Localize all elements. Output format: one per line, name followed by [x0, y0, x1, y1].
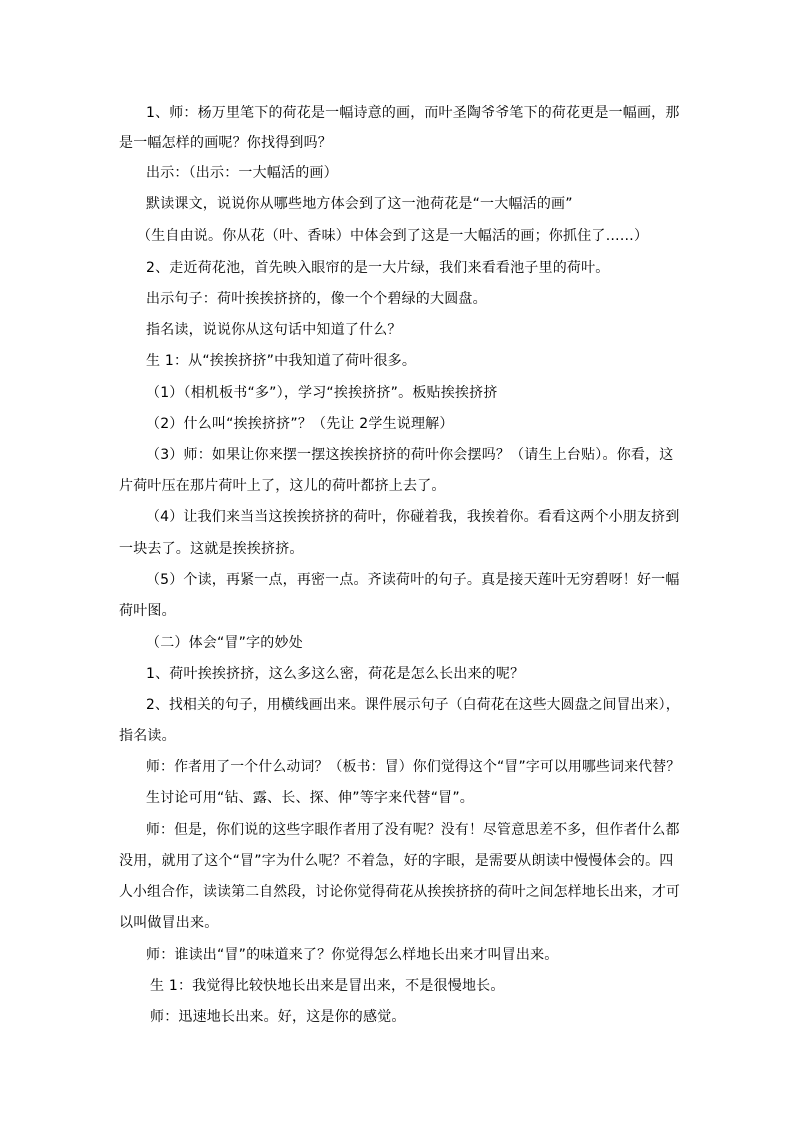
- paragraph-line: 师：谁读出“冒”的味道来了？你觉得怎么样地长出来才叫冒出来。: [146, 947, 559, 963]
- paragraph-line: 片荷叶压在那片荷叶上了，这儿的荷叶都挤上去了。: [119, 478, 446, 494]
- paragraph-line: （4）让我们来当当这挨挨挤挤的荷叶，你碰着我，我挨着你。看看这两个小朋友挤到: [146, 509, 680, 525]
- paragraph-line: （5）个读，再紧一点，再密一点。齐读荷叶的句子。真是接天莲叶无穷碧呀！好一幅: [146, 572, 680, 588]
- paragraph-line: 生 1：从“挨挨挤挤”中我知道了荷叶很多。: [146, 353, 417, 369]
- paragraph-line: 人小组合作，读读第二自然段，讨论你觉得荷花从挨挨挤挤的荷叶之间怎样地长出来，才可: [119, 884, 681, 900]
- paragraph-line: 荷叶图。: [119, 603, 176, 619]
- paragraph-line: （生自由说。你从花（叶、香味）中体会到了这是一大幅活的画；你抓住了……）: [137, 228, 649, 244]
- paragraph-line: 没用，就用了这个“冒”字为什么呢？不着急，好的字眼，是需要从朗读中慢慢体会的。四: [119, 853, 674, 869]
- paragraph-line: 师：但是，你们说的这些字眼作者用了没有呢？没有！尽管意思差不多，但作者什么都: [146, 822, 680, 838]
- section-heading: （二）体会“冒”字的妙处: [146, 635, 303, 651]
- paragraph-line: （1）（相机板书“多”），学习“挨挨挤挤”。板贴挨挨挤挤: [146, 385, 498, 401]
- paragraph-line: 指名读，说说你从这句话中知道了什么？: [146, 322, 402, 338]
- paragraph-line: （3）师：如果让你来摆一摆这挨挨挤挤的荷叶你会摆吗？（请生上台贴）。你看，这: [146, 447, 674, 463]
- paragraph-line: 师：作者用了一个什么动词？（板书：冒）你们觉得这个“冒”字可以用哪些词来代替？: [146, 759, 681, 775]
- paragraph-line: 2、找相关的句子，用横线画出来。课件展示句子（白荷花在这些大圆盘之间冒出来），: [146, 697, 680, 713]
- paragraph-line: 出示：（出示：一大幅活的画）: [146, 165, 338, 181]
- paragraph-line: 2、走近荷花池，首先映入眼帘的是一大片绿，我们来看看池子里的荷叶。: [146, 260, 610, 276]
- paragraph-line: 以叫做冒出来。: [119, 915, 219, 931]
- paragraph-line: 生 1：我觉得比较快地长出来是冒出来，不是很慢地长。: [150, 978, 505, 994]
- paragraph-line: 指名读。: [119, 728, 176, 744]
- paragraph-line: 1、荷叶挨挨挤挤，这么多这么密，荷花是怎么长出来的呢？: [146, 666, 525, 682]
- paragraph-line: 一块去了。这就是挨挨挤挤。: [119, 541, 304, 557]
- paragraph-line: 师：迅速地长出来。好，这是你的感觉。: [150, 1009, 406, 1025]
- paragraph-line: （2）什么叫“挨挨挤挤”？（先让 2学生说理解）: [146, 416, 454, 432]
- paragraph-line: 默读课文，说说你从哪些地方体会到了这一池荷花是“一大幅活的画”: [146, 196, 573, 212]
- paragraph-line: 是一幅怎样的画呢？你找得到吗？: [119, 135, 332, 151]
- paragraph-line: 出示句子：荷叶挨挨挤挤的，像一个个碧绿的大圆盘。: [146, 291, 487, 307]
- paragraph-line: 生讨论可用“钻、露、长、探、伸”等字来代替“冒”。: [146, 790, 475, 806]
- paragraph-line: 1、师：杨万里笔下的荷花是一幅诗意的画，而叶圣陶爷爷笔下的荷花更是一幅画，那: [146, 105, 680, 121]
